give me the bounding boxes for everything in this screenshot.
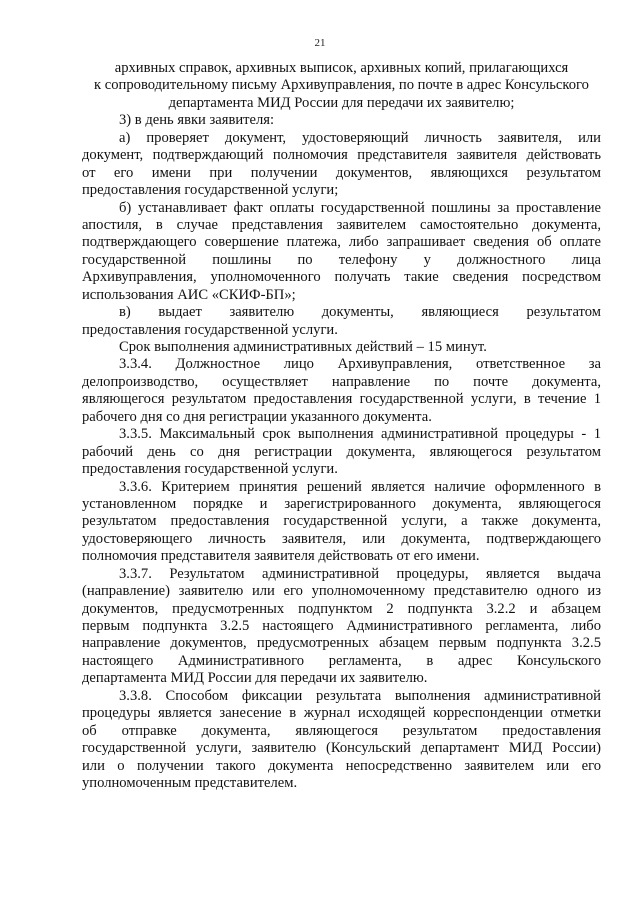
text-line: об отправке документа, являющегося результатом предоставления: [82, 722, 601, 739]
text-line: документ, подтверждающий полномочия представителя заявителя действовать: [82, 147, 601, 164]
text-line: предоставления государственной услуги.: [82, 461, 338, 478]
text-line: или о получении такого документа непосредственно заявителем или его: [82, 757, 601, 774]
text-line: использования АИС «СКИФ-БП»;: [82, 286, 296, 303]
text-line: делопроизводство, осуществляет направление по почте документа,: [82, 373, 601, 390]
text-line: 3.3.8. Способом фиксации результата выполнения административной: [119, 687, 601, 704]
text-line: государственной услуги, заявителю (Консульский департамент МИД России): [82, 740, 601, 757]
text-line: б) устанавливает факт оплаты государственной пошлины за проставление: [119, 199, 601, 216]
text-line: уполномоченным представителем.: [82, 774, 298, 791]
text-line: 3) в день явки заявителя:: [119, 112, 275, 129]
text-line: департамента МИД России для передачи их заявителю;: [168, 94, 515, 111]
text-line: к сопроводительному письму Архивуправления, по почте в адрес Консульского: [94, 77, 589, 94]
text-line: Архивуправления, уполномоченного получать такие сведения посредством: [82, 269, 601, 286]
text-line: направление документов, предусмотренных абзацем первым подпункта 3.2.5: [82, 635, 601, 652]
text-line: документов, предусмотренных подпунктом 2 подпункта 3.2.2 и абзацем: [82, 600, 601, 617]
page-number: 21: [314, 37, 326, 49]
text-line: первым подпункта 3.2.5 настоящего Административного регламента, либо: [82, 618, 601, 634]
text-line: результатом предоставления государственной услуги, а также документа,: [82, 513, 601, 530]
document-body: [82, 60, 601, 792]
text-line: 3.3.6. Критерием принятия решений является наличие оформленного в: [119, 478, 601, 495]
text-line: 3.3.4. Должностное лицо Архивуправления, ответственное за: [119, 356, 601, 373]
text-line: являющегося результатом предоставления государственной услуги, в течение 1: [82, 391, 601, 408]
text-line: от его имени при получении документов, являющихся результатом: [82, 164, 601, 181]
text-line: 3.3.7. Результатом административной процедуры, является выдача: [119, 565, 601, 582]
text-line: рабочего дня со дня регистрации указанного документа.: [82, 408, 432, 425]
text-line: 3.3.5. Максимальный срок выполнения административной процедуры - 1: [119, 426, 601, 443]
text-line: предоставления государственной услуги.: [82, 321, 338, 338]
text-line: настоящего Административного регламента, в адрес Консульского: [82, 652, 601, 669]
text-line: государственной пошлины по телефону у должностного лица: [82, 251, 601, 268]
text-line: (направление) заявителю или его уполномоченному представителю одного из: [82, 583, 601, 600]
text-line: департамента МИД России для передачи их заявителю.: [82, 670, 428, 687]
text-line: апостиля, в случае представления заявителем самостоятельно документа,: [82, 216, 601, 233]
text-line: установленном порядке и зарегистрированного документа, являющегося: [82, 495, 601, 512]
text-line: а) проверяет документ, удостоверяющий личность заявителя, или: [119, 129, 601, 146]
text-line: процедуры является занесение в журнал исходящей корреспонденции отметки: [82, 705, 601, 722]
text-line: предоставления государственной услуги;: [82, 182, 339, 199]
text-line: в) выдает заявителю документы, являющиеся результатом: [119, 304, 601, 321]
text-line: архивных справок, архивных выписок, архивных копий, прилагающихся: [114, 60, 569, 76]
text-line: удостоверяющего личность заявителя, или документа, подтверждающего: [82, 530, 601, 547]
text-line: Срок выполнения административных действий – 15 минут.: [119, 339, 487, 355]
text-line: полномочия представителя заявителя действовать от его имени.: [82, 548, 480, 565]
text-line: подтверждающего совершение платежа, либо запрашивает сведения об оплате: [82, 234, 601, 251]
text-line: рабочий день со дня регистрации документа, являющегося результатом: [82, 443, 601, 460]
